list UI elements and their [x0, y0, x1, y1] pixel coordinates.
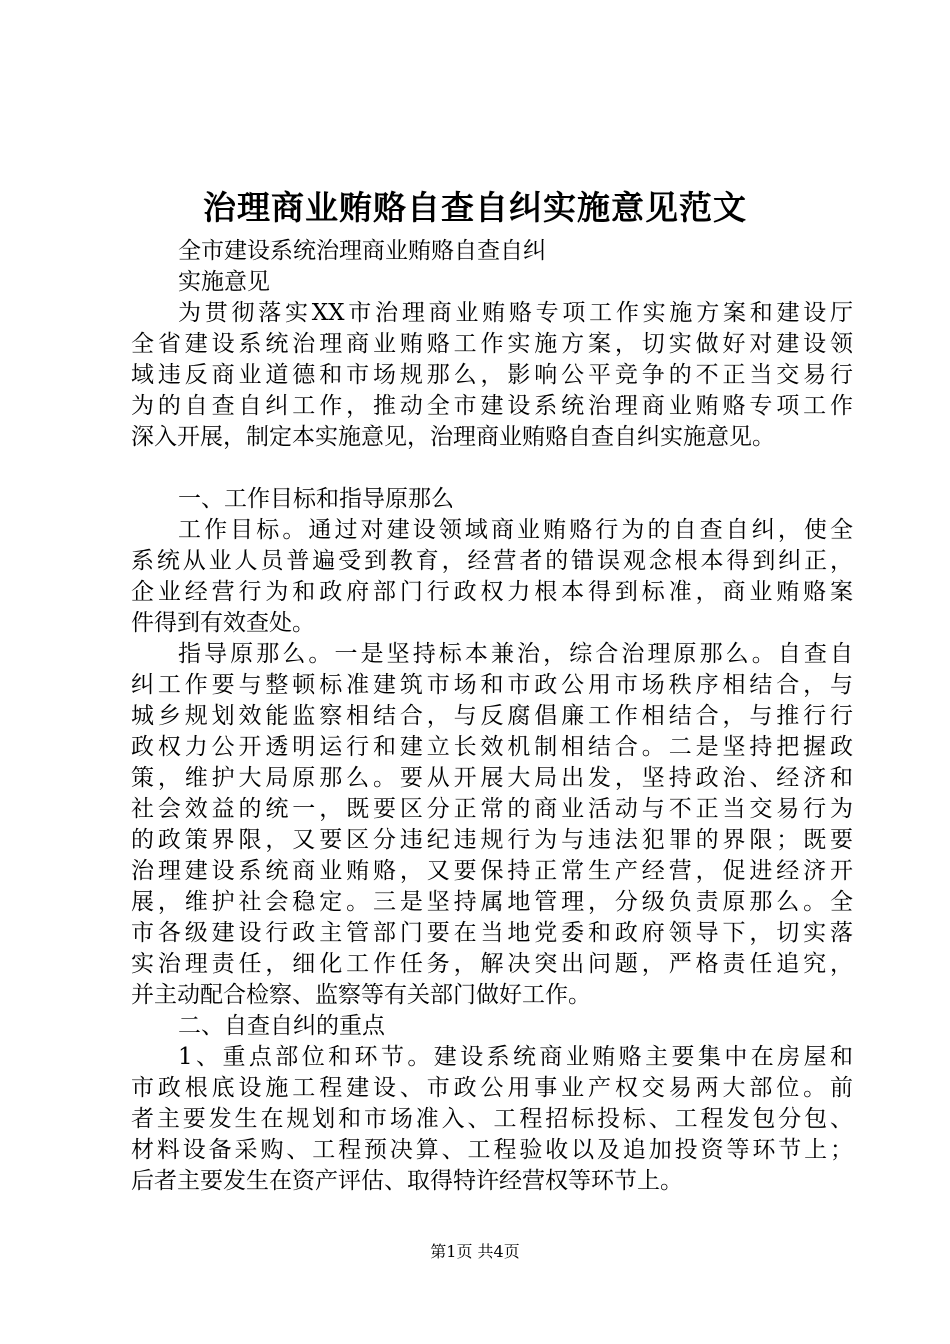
- text-line: 域违反商业道德和市场规那么，影响公平竞争的不正当交易行: [131, 362, 853, 388]
- text-line: 社会效益的统一，既要区分正常的商业活动与不正当交易行为: [131, 796, 853, 822]
- text-line: 指导原那么。一是坚持标本兼治，综合治理原那么。自查自: [178, 641, 853, 667]
- text-line: 治理建设系统商业贿赂，又要保持正常生产经营，促进经济开: [131, 858, 853, 884]
- text-line: 一、工作目标和指导原那么: [178, 486, 454, 512]
- text-line: 的政策界限，又要区分违纪违规行为与违法犯罪的界限；既要: [131, 827, 853, 853]
- text-line: 材料设备采购、工程预决算、工程验收以及追加投资等环节上；: [131, 1137, 853, 1163]
- text-line: 者主要发生在规划和市场准入、工程招标投标、工程发包分包、: [131, 1106, 853, 1132]
- text-line: 全市建设系统治理商业贿赂自查自纠: [178, 238, 546, 264]
- text-line: 策，维护大局原那么。要从开展大局出发，坚持政治、经济和: [131, 765, 853, 791]
- page-footer: 第1页 共4页: [430, 1242, 520, 1261]
- text-line: 政权力公开透明运行和建立长效机制相结合。二是坚持把握政: [131, 734, 853, 760]
- text-line: 实治理责任，细化工作任务，解决突出问题，严格责任追究，: [131, 951, 853, 977]
- document-title: 治理商业贿赂自查自纠实施意见范文: [203, 188, 747, 227]
- text-line: 系统从业人员普遍受到教育，经营者的错误观念根本得到纠正，: [131, 548, 853, 574]
- text-line: 市各级建设行政主管部门要在当地党委和政府领导下，切实落: [131, 920, 853, 946]
- text-line: 为贯彻落实XX市治理商业贿赂专项工作实施方案和建设厅: [178, 300, 853, 326]
- text-line: 纠工作要与整顿标准建筑市场和市政公用市场秩序相结合，与: [131, 672, 853, 698]
- text-line: 后者主要发生在资产评估、取得特许经营权等环节上。: [131, 1168, 683, 1194]
- paragraph-gap: [131, 453, 853, 484]
- text-line: 件得到有效查处。: [131, 610, 315, 636]
- text-line: 并主动配合检察、监察等有关部门做好工作。: [131, 982, 591, 1008]
- text-line: 二、自查自纠的重点: [178, 1013, 385, 1039]
- text-line: 实施意见: [178, 269, 270, 295]
- text-line: 全省建设系统治理商业贿赂工作实施方案，切实做好对建设领: [131, 331, 853, 357]
- text-line: 企业经营行为和政府部门行政权力根本得到标准，商业贿赂案: [131, 579, 853, 605]
- text-line: 深入开展，制定本实施意见，治理商业贿赂自查自纠实施意见。: [131, 424, 775, 450]
- text-line: 1、重点部位和环节。建设系统商业贿赂主要集中在房屋和: [178, 1044, 853, 1070]
- text-line: 工作目标。通过对建设领域商业贿赂行为的自查自纠，使全: [178, 517, 853, 543]
- text-line: 市政根底设施工程建设、市政公用事业产权交易两大部位。前: [131, 1075, 853, 1101]
- text-line: 城乡规划效能监察相结合，与反腐倡廉工作相结合，与推行行: [131, 703, 853, 729]
- document-body: [131, 236, 853, 1197]
- text-line: 为的自查自纠工作，推动全市建设系统治理商业贿赂专项工作: [131, 393, 853, 419]
- text-line: 展，维护社会稳定。三是坚持属地管理，分级负责原那么。全: [131, 889, 853, 915]
